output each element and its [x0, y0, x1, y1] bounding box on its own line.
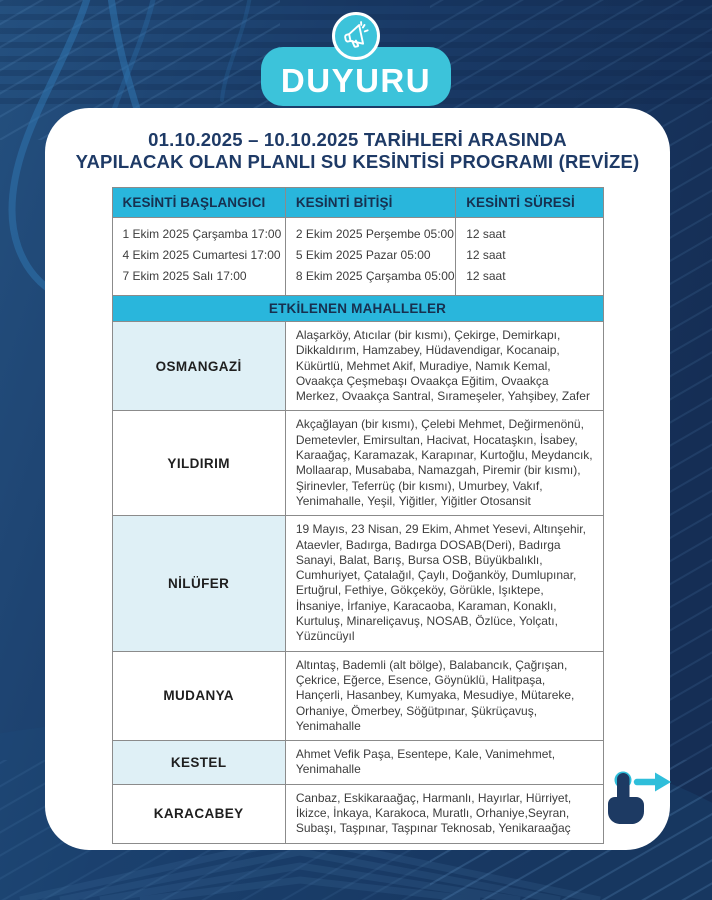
start-date-1: 1 Ekim 2025 Çarşamba 17:00	[122, 227, 282, 241]
outage-table	[112, 187, 604, 844]
page-title	[45, 108, 670, 173]
durations-cell	[456, 218, 603, 296]
title-line-2: YAPILACAK OLAN PLANLI SU KESİNTİSİ PROGRAMI (REVİZE)	[75, 151, 640, 172]
district-name: MUDANYA	[112, 651, 285, 740]
col-header-duration: KESİNTİ SÜRESİ	[456, 188, 603, 218]
duration-3: 12 saat	[466, 269, 506, 283]
schedule-values-row	[112, 218, 603, 296]
duration-2: 12 saat	[466, 248, 506, 262]
start-dates-cell	[112, 218, 285, 296]
title-line-1: 01.10.2025 – 10.10.2025 TARİHLERİ ARASINDA	[148, 129, 567, 150]
district-row-karacabey	[112, 784, 603, 843]
start-date-3: 7 Ekim 2025 Salı 17:00	[122, 269, 247, 283]
district-name: KARACABEY	[112, 784, 285, 843]
announcement-badge-label: DUYURU	[261, 47, 451, 106]
district-neighborhoods: 19 Mayıs, 23 Nisan, 29 Ekim, Ahmet Yesevi, Altınşehir, Ataevler, Badırga, Badırga DOSAB(Deri), Badırga Sanayi, Balat, Barış, Bursa OSB, Büyükbalıklı, Cumhuriyet, Çatalağıl, Çaylı, Doğanköy, Dumlupınar, Ertuğrul, Fethiye, Gökçeköy, Görükle, Işıktepe, İhsaniye, İrfaniye, Karacaoba, Karaman, Konaklı, Kurtuluş, Minareliçavuş, NOSAB, Özlüce, Yolçatı, Yüzüncüyıl	[285, 516, 603, 651]
district-neighborhoods: Canbaz, Eskikaraağaç, Harmanlı, Hayırlar, Hürriyet, İkizce, İnkaya, Karakoca, Muratlı, Orhaniye,Seyran, Subaşı, Taşpınar, Taşpınar Teknosab, Yenikaraağaç	[285, 784, 603, 843]
district-name: OSMANGAZİ	[112, 322, 285, 411]
duration-1: 12 saat	[466, 227, 506, 241]
end-date-2: 5 Ekim 2025 Pazar 05:00	[295, 248, 431, 262]
megaphone-icon	[332, 12, 380, 60]
schedule-header-row	[112, 188, 603, 218]
district-name: NİLÜFER	[112, 516, 285, 651]
affected-section-header-row	[112, 296, 603, 322]
col-header-end: KESİNTİ BİTİŞİ	[285, 188, 455, 218]
district-name: YILDIRIM	[112, 411, 285, 516]
district-row-yildirim	[112, 411, 603, 516]
district-neighborhoods: Akçağlayan (bir kısmı), Çelebi Mehmet, Değirmenönü, Demetevler, Emirsultan, Hacivat, Hocataşkın, İsabey, Karaağaç, Karamazak, Karapınar, Kurtoğlu, Meydancık, Mollaarap, Musababa, Namazgah, Piremir (bir kısmı), Şirinevler, Teferrüç (bir kısmı), Umurbey, Vakıf, Yenimahalle, Yeşil, Yiğitler, Yiğitler Otosansit	[285, 411, 603, 516]
end-date-3: 8 Ekim 2025 Çarşamba 05:00	[295, 269, 455, 283]
swipe-hand-arrow-icon[interactable]	[601, 767, 677, 836]
district-name: KESTEL	[112, 741, 285, 785]
district-neighborhoods: Ahmet Vefik Paşa, Esentepe, Kale, Vanimehmet, Yenimahalle	[285, 741, 603, 785]
affected-section-header: ETKİLENEN MAHALLELER	[112, 296, 603, 322]
announcement-card	[45, 108, 670, 850]
start-date-2: 4 Ekim 2025 Cumartesi 17:00	[122, 248, 281, 262]
end-date-1: 2 Ekim 2025 Perşembe 05:00	[295, 227, 454, 241]
district-row-kestel	[112, 741, 603, 785]
end-dates-cell	[285, 218, 455, 296]
announcement-badge	[0, 12, 712, 106]
district-row-mudanya	[112, 651, 603, 740]
district-row-osmangazi	[112, 322, 603, 411]
col-header-start: KESİNTİ BAŞLANGICI	[112, 188, 285, 218]
district-neighborhoods: Alaşarköy, Atıcılar (bir kısmı), Çekirge, Demirkapı, Dikkaldırım, Hamzabey, Hüdavendigar, Kocanaip, Kükürtlü, Mehmet Akif, Muradiye, Namık Kemal, Ovaakça Çeşmebaşı Ovaakça Eğitim, Ovaakça Merkez, Ovaakça Santral, Sırameşeler, Yahşibey, Zafer	[285, 322, 603, 411]
district-neighborhoods: Altıntaş, Bademli (alt bölge), Balabancık, Çağrışan, Çekrice, Eğerce, Esence, Göynüklü, Halitpaşa, Hançerli, Hasanbey, Kumyaka, Mesudiye, Mütareke, Orhaniye, Ömerbey, Söğütpınar, Şükrüçavuş, Yenimahalle	[285, 651, 603, 740]
district-row-nilufer	[112, 516, 603, 651]
